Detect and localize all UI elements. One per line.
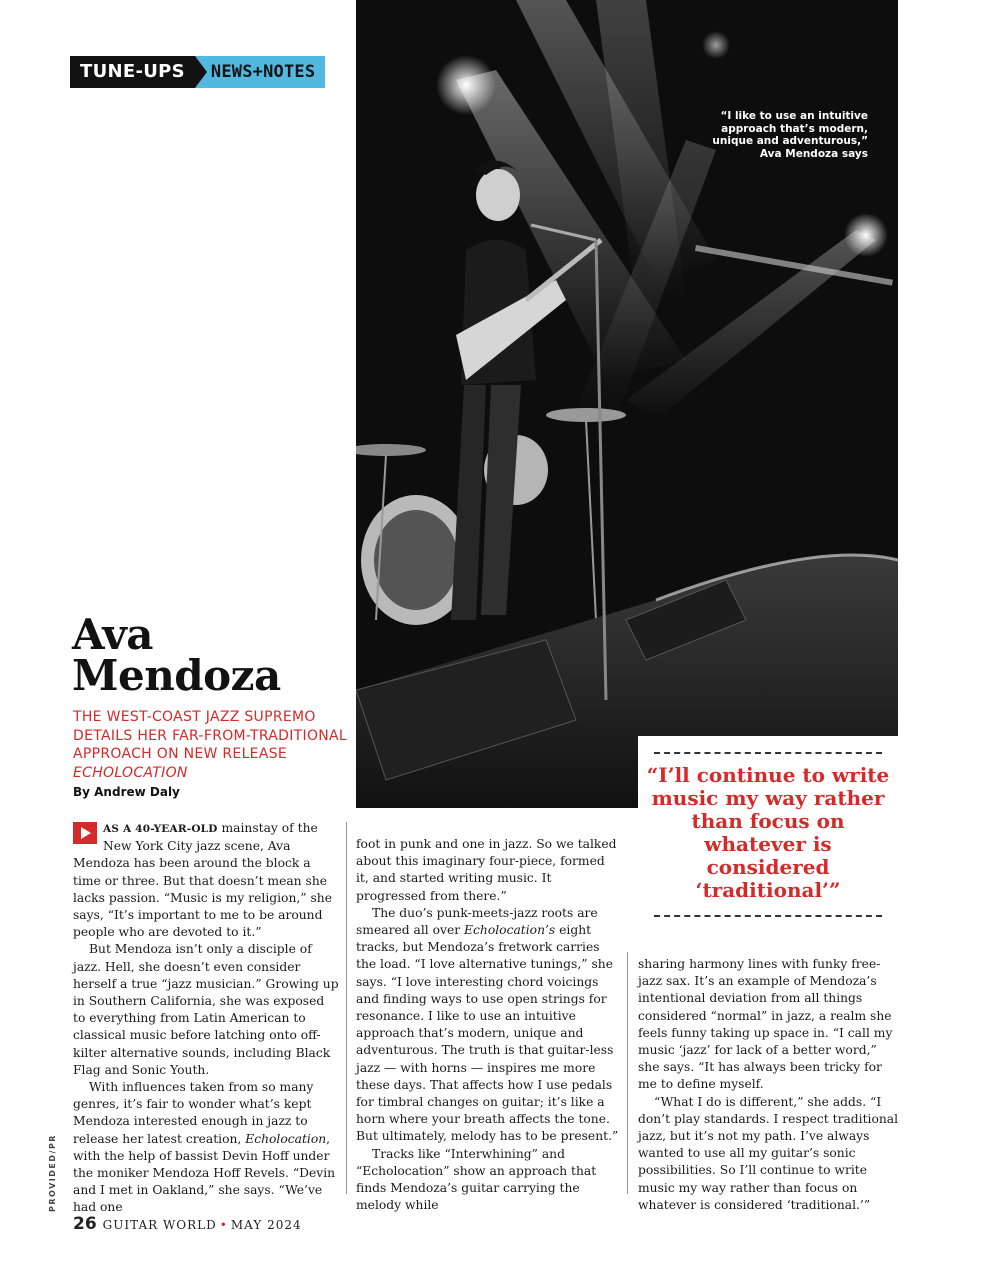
body-paragraph bbox=[73, 820, 339, 941]
byline: By Andrew Daly bbox=[73, 785, 180, 799]
concert-photo bbox=[356, 0, 898, 808]
stage-light bbox=[436, 55, 496, 115]
album-title: Echolocation’s bbox=[464, 923, 556, 938]
body-paragraph: But Mendoza isn’t only a disciple of jazz. Hell, she doesn’t even consider herself a true “jazz musician.” Growing up in Southern California, she was exposed to everything from Latin American to classical music before latching onto off-kilter alternative sounds, including Black Flag and Sonic Youth. bbox=[73, 942, 339, 1077]
article-title-line1: Ava bbox=[72, 610, 154, 659]
play-icon bbox=[73, 822, 97, 844]
section-tag-tune-ups: TUNE-UPS bbox=[70, 56, 195, 88]
article-deck bbox=[73, 708, 353, 782]
stage-light bbox=[702, 31, 730, 59]
pull-quote bbox=[638, 736, 898, 952]
body-column-1 bbox=[73, 820, 339, 1217]
column-rule bbox=[346, 822, 347, 1194]
section-tag bbox=[70, 56, 325, 88]
body-text: With influences taken from so many genres, it’s fair to wonder what’s kept Mendoza interested enough in jazz to release her latest creation, bbox=[73, 1080, 314, 1146]
body-paragraph bbox=[356, 905, 620, 1146]
body-text: eight tracks, but Mendoza’s fretwork carries the load. “I love alternative tunings,” she says. “I love interesting chord voicings and finding ways to use open strings for resonance. I like to use an intuitive approach that’s modern, unique and adventurous. The truth is that guitar-less jazz — with horns — inspires me more these days. That affects how I use pedals for timbral changes on guitar; it’s like a horn where your breath affects the tone. But ultimately, melody has to be present.” bbox=[356, 923, 619, 1144]
body-paragraph: “What I do is different,” she adds. “I don’t play standards. I respect traditional jazz, but it’s not my path. I’ve always wanted to use all my guitar’s sonic possibilities. So I’ll continue to write music my way rather than focus on whatever is considered ‘traditional.’” bbox=[638, 1094, 899, 1212]
deck-album-title: ECHOLOCATION bbox=[73, 764, 188, 781]
lead-in: AS A 40-YEAR-OLD bbox=[103, 823, 218, 835]
pull-quote-rule-bottom bbox=[654, 915, 882, 917]
column-rule bbox=[627, 952, 628, 1194]
body-text: , with the help of bassist Devin Hoff under the moniker Mendoza Hoff Revels. “Devin and I met in Oakland,” she says. “We’ve had one bbox=[73, 1131, 336, 1215]
magazine-name: GUITAR WORLD bbox=[102, 1218, 217, 1232]
body-column-3 bbox=[638, 956, 900, 1214]
performer-head bbox=[476, 169, 520, 221]
article-title bbox=[72, 610, 352, 700]
body-paragraph: sharing harmony lines with funky free-jazz sax. It’s an example of Mendoza’s intentional deviation from all things considered “normal” in jazz, a realm she feels funny taking up space in. “I call my music ‘jazz’ for lack of a better word,” she says. “It has always been tricky for me to define myself. bbox=[638, 957, 893, 1092]
article-title-line2: Mendoza bbox=[72, 651, 281, 700]
section-tag-news-notes: NEWS+NOTES bbox=[207, 56, 325, 88]
photo-credit: PROVIDED/PR bbox=[48, 1134, 57, 1212]
body-text: The duo’s punk-meets-jazz roots are smeared all over bbox=[356, 905, 598, 938]
cymbal bbox=[546, 408, 626, 422]
page-number: 26 bbox=[73, 1214, 97, 1234]
body-paragraph bbox=[73, 1079, 339, 1217]
page-footer bbox=[73, 1214, 302, 1234]
body-column-2 bbox=[356, 836, 620, 1214]
pull-quote-text: “I’ll continue to write music my way rather than focus on whatever is considered ‘traditional’” bbox=[646, 763, 890, 902]
pull-quote-rule-top bbox=[654, 752, 882, 754]
deck-text: THE WEST-COAST JAZZ SUPREMO DETAILS HER FAR-FROM-TRADITIONAL APPROACH ON NEW RELEASE bbox=[73, 709, 348, 762]
photo-caption: “I like to use an intuitive approach that’s modern, unique and adventurous,” Ava Mendoza says bbox=[712, 110, 868, 160]
body-text: mainstay of the New York City jazz scene, Ava Mendoza has been around the block a time or three. But that doesn’t mean she lacks passion. “Music is my religion,” she says, “It’s important to me to be around people who are devoted to it.” bbox=[73, 821, 332, 940]
issue-date: MAY 2024 bbox=[230, 1218, 302, 1232]
album-title: Echolocation bbox=[245, 1131, 327, 1146]
footer-separator: • bbox=[219, 1218, 228, 1232]
stage-light bbox=[844, 213, 888, 257]
body-paragraph: Tracks like “Interwhining” and “Echolocation” show an approach that finds Mendoza’s guitar carrying the melody while bbox=[356, 1146, 597, 1213]
section-tag-arrow bbox=[195, 56, 207, 88]
body-paragraph: foot in punk and one in jazz. So we talked about this imaginary four-piece, formed it, and started writing music. It progressed from there.” bbox=[356, 837, 617, 903]
